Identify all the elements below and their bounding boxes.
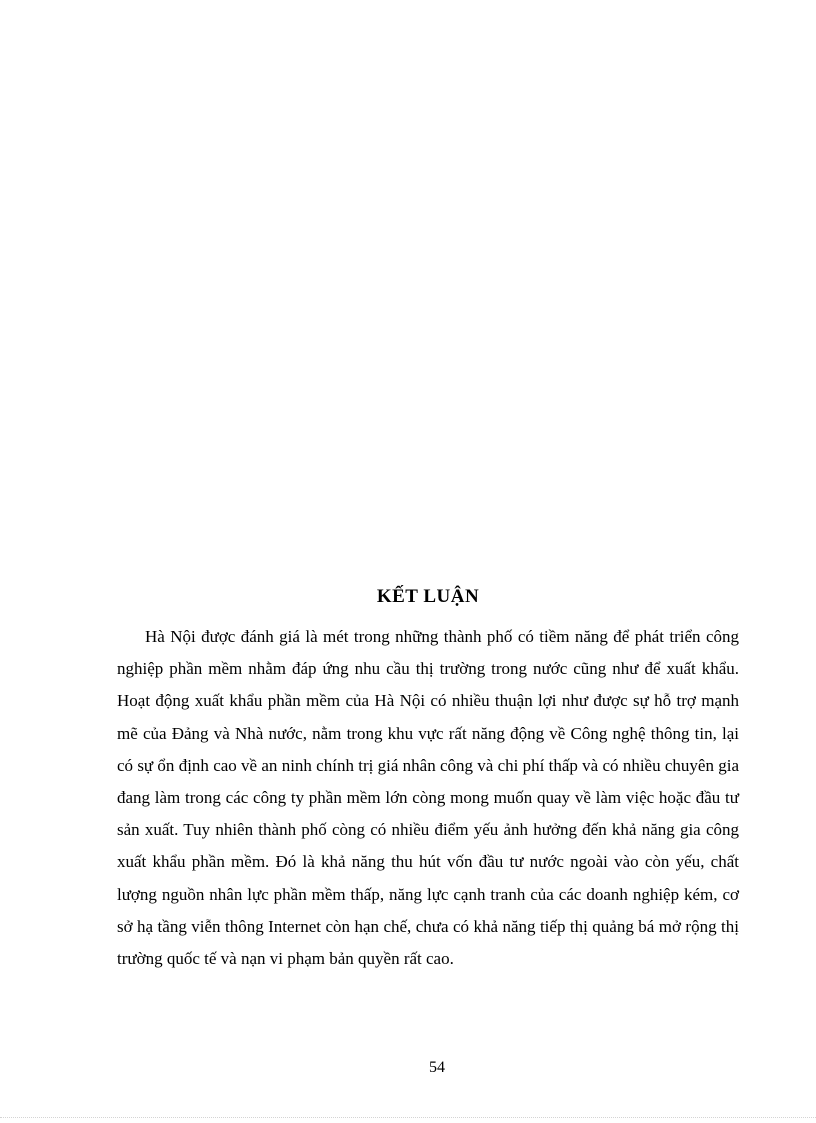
- page-bottom-divider: [0, 1117, 816, 1118]
- page-number: 54: [429, 1059, 445, 1076]
- conclusion-paragraph: Hà Nội được đánh giá là mét trong những thành phố có tiềm năng để phát triển công nghiệp phần mềm nhằm đáp ứng nhu cầu thị trường trong nước cũng như để xuất khẩu. Hoạt động xuất khẩu phần mềm của Hà Nội có nhiều thuận lợi như được sự hỗ trợ mạnh mẽ của Đảng và Nhà nước, nằm trong khu vực rất năng động về Công nghệ thông tin, lại có sự ổn định cao về an ninh chính trị giá nhân công và chi phí thấp và có nhiều chuyên gia đang làm trong các công ty phần mềm lớn còng mong muốn quay về làm việc hoặc đầu tư sản xuất. Tuy nhiên thành phố còng có nhiều điểm yếu ảnh hưởng đến khả năng gia công xuất khẩu phần mềm. Đó là khả năng thu hút vốn đầu tư nước ngoài vào còn yếu, chất lượng nguồn nhân lực phần mềm thấp, năng lực cạnh tranh của các doanh nghiệp kém, cơ sở hạ tầng viễn thông Internet còn hạn chế, chưa có khả năng tiếp thị quảng bá mở rộng thị trường quốc tế và nạn vi phạm bản quyền rất cao.: [117, 627, 739, 969]
- section-title: KẾT LUẬN: [376, 586, 480, 607]
